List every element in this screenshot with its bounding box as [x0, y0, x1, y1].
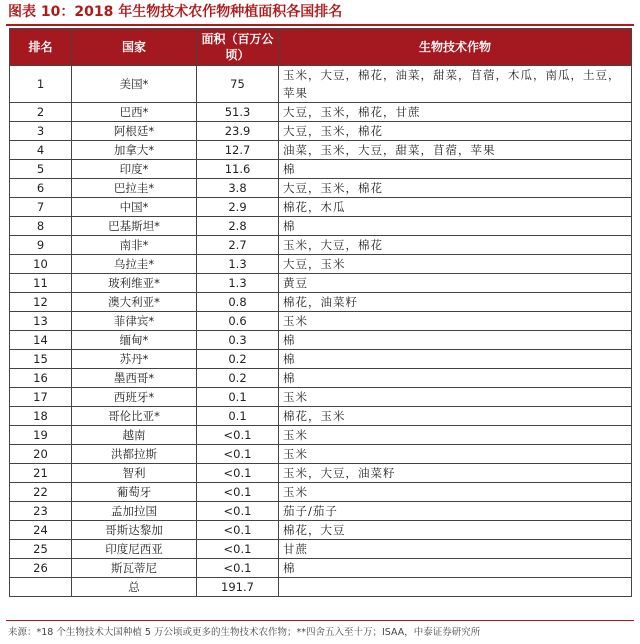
rank-cell: 1 — [10, 66, 72, 103]
area-cell: <0.1 — [197, 521, 279, 540]
table-body — [10, 66, 632, 597]
area-cell: 51.3 — [197, 103, 279, 122]
crops-cell: 玉米，大豆，油菜籽 — [279, 464, 632, 483]
crops-cell: 棉 — [279, 217, 632, 236]
area-cell: 23.9 — [197, 122, 279, 141]
table-row — [10, 217, 632, 236]
country-cell: 印度* — [72, 160, 197, 179]
crops-cell: 玉米，大豆，棉花 — [279, 236, 632, 255]
rank-cell: 13 — [10, 312, 72, 331]
header-crops: 生物技术作物 — [279, 29, 632, 66]
country-cell: 中国* — [72, 198, 197, 217]
crops-cell: 大豆，玉米，棉花 — [279, 179, 632, 198]
rank-cell: 17 — [10, 388, 72, 407]
rank-cell: 15 — [10, 350, 72, 369]
total-area: 191.7 — [197, 578, 279, 597]
area-cell: 1.3 — [197, 274, 279, 293]
area-cell: 0.2 — [197, 350, 279, 369]
table-row — [10, 103, 632, 122]
area-cell: <0.1 — [197, 445, 279, 464]
area-cell: <0.1 — [197, 426, 279, 445]
table-row — [10, 179, 632, 198]
header-rank: 排名 — [10, 29, 72, 66]
table-row — [10, 502, 632, 521]
country-cell: 玻利维亚* — [72, 274, 197, 293]
rank-cell: 6 — [10, 179, 72, 198]
total-label: 总 — [72, 578, 197, 597]
table-row — [10, 66, 632, 103]
area-cell: 0.8 — [197, 293, 279, 312]
crops-cell: 棉 — [279, 559, 632, 578]
rank-cell: 23 — [10, 502, 72, 521]
rank-cell: 18 — [10, 407, 72, 426]
area-cell: <0.1 — [197, 540, 279, 559]
table-row — [10, 331, 632, 350]
country-cell: 孟加拉国 — [72, 502, 197, 521]
area-cell: 0.1 — [197, 407, 279, 426]
ranking-table — [9, 28, 632, 597]
crops-cell: 棉花，大豆 — [279, 521, 632, 540]
crops-cell: 玉米，大豆，棉花，油菜，甜菜，苜蓿，木瓜，南瓜，土豆，苹果 — [279, 66, 632, 103]
country-cell: 西班牙* — [72, 388, 197, 407]
rank-cell: 24 — [10, 521, 72, 540]
table-row — [10, 122, 632, 141]
table-row — [10, 198, 632, 217]
country-cell: 哥伦比亚* — [72, 407, 197, 426]
table-row — [10, 312, 632, 331]
crops-cell: 大豆，玉米 — [279, 255, 632, 274]
crops-cell: 棉 — [279, 160, 632, 179]
table-row — [10, 540, 632, 559]
area-cell: 0.2 — [197, 369, 279, 388]
crops-cell: 棉 — [279, 369, 632, 388]
area-cell: 11.6 — [197, 160, 279, 179]
area-cell: 0.3 — [197, 331, 279, 350]
rank-cell: 21 — [10, 464, 72, 483]
rank-cell: 9 — [10, 236, 72, 255]
rank-cell: 25 — [10, 540, 72, 559]
rank-cell: 19 — [10, 426, 72, 445]
area-cell: 0.1 — [197, 388, 279, 407]
country-cell: 印度尼西亚 — [72, 540, 197, 559]
table-row — [10, 350, 632, 369]
country-cell: 美国* — [72, 66, 197, 103]
crops-cell: 大豆，玉米，棉花 — [279, 122, 632, 141]
area-cell: 2.7 — [197, 236, 279, 255]
country-cell: 缅甸* — [72, 331, 197, 350]
rank-cell: 20 — [10, 445, 72, 464]
country-cell: 加拿大* — [72, 141, 197, 160]
area-cell: 2.9 — [197, 198, 279, 217]
area-cell: <0.1 — [197, 483, 279, 502]
country-cell: 乌拉圭* — [72, 255, 197, 274]
crops-cell: 玉米 — [279, 312, 632, 331]
rank-cell: 11 — [10, 274, 72, 293]
crops-cell: 棉花，油菜籽 — [279, 293, 632, 312]
footer-divider — [6, 620, 634, 621]
country-cell: 斯瓦蒂尼 — [72, 559, 197, 578]
area-cell: 3.8 — [197, 179, 279, 198]
area-cell: 1.3 — [197, 255, 279, 274]
area-cell: <0.1 — [197, 464, 279, 483]
table-row — [10, 464, 632, 483]
country-cell: 哥斯达黎加 — [72, 521, 197, 540]
area-cell: <0.1 — [197, 502, 279, 521]
table-row — [10, 141, 632, 160]
title-divider — [6, 24, 634, 26]
crops-cell: 玉米 — [279, 426, 632, 445]
table-row — [10, 445, 632, 464]
crops-cell: 棉花，玉米 — [279, 407, 632, 426]
crops-cell: 大豆，玉米，棉花，甘蔗 — [279, 103, 632, 122]
rank-cell: 16 — [10, 369, 72, 388]
rank-cell: 22 — [10, 483, 72, 502]
rank-cell: 10 — [10, 255, 72, 274]
crops-cell: 玉米 — [279, 483, 632, 502]
crops-cell: 玉米 — [279, 445, 632, 464]
figure-title: 图表 10：2018 年生物技术农作物种植面积各国排名 — [8, 4, 343, 20]
table-row — [10, 369, 632, 388]
area-cell: <0.1 — [197, 559, 279, 578]
crops-cell: 甘蔗 — [279, 540, 632, 559]
rank-cell: 5 — [10, 160, 72, 179]
country-cell: 巴拉圭* — [72, 179, 197, 198]
area-cell: 0.6 — [197, 312, 279, 331]
area-cell: 2.8 — [197, 217, 279, 236]
table-header-row — [10, 29, 632, 66]
country-cell: 洪都拉斯 — [72, 445, 197, 464]
country-cell: 阿根廷* — [72, 122, 197, 141]
source-note: 来源：*18 个生物技术大国种植 5 万公顷或更多的生物技术农作物；**四舍五入至十万；ISAA，中泰证券研究所 — [8, 627, 481, 638]
table-row — [10, 483, 632, 502]
table-row — [10, 426, 632, 445]
rank-cell: 12 — [10, 293, 72, 312]
country-cell: 葡萄牙 — [72, 483, 197, 502]
header-area: 面积（百万公顷） — [197, 29, 279, 66]
total-rank-cell — [10, 578, 72, 597]
rank-cell: 2 — [10, 103, 72, 122]
rank-cell: 8 — [10, 217, 72, 236]
total-crops-cell — [279, 578, 632, 597]
crops-cell: 棉花，木瓜 — [279, 198, 632, 217]
table-row — [10, 521, 632, 540]
country-cell: 南非* — [72, 236, 197, 255]
crops-cell: 黄豆 — [279, 274, 632, 293]
country-cell: 澳大利亚* — [72, 293, 197, 312]
rank-cell: 4 — [10, 141, 72, 160]
rank-cell: 3 — [10, 122, 72, 141]
country-cell: 智利 — [72, 464, 197, 483]
country-cell: 巴西* — [72, 103, 197, 122]
header-country: 国家 — [72, 29, 197, 66]
rank-cell: 14 — [10, 331, 72, 350]
crops-cell: 棉 — [279, 350, 632, 369]
table-row — [10, 255, 632, 274]
table-total-row — [10, 578, 632, 597]
crops-cell: 棉 — [279, 331, 632, 350]
country-cell: 墨西哥* — [72, 369, 197, 388]
table-row — [10, 274, 632, 293]
table-row — [10, 160, 632, 179]
table-row — [10, 236, 632, 255]
table-row — [10, 559, 632, 578]
crops-cell: 茄子/茄子 — [279, 502, 632, 521]
crops-cell: 玉米 — [279, 388, 632, 407]
table-row — [10, 388, 632, 407]
crops-cell: 油菜，玉米，大豆，甜菜，苜蓿，苹果 — [279, 141, 632, 160]
country-cell: 苏丹* — [72, 350, 197, 369]
country-cell: 菲律宾* — [72, 312, 197, 331]
table-row — [10, 407, 632, 426]
area-cell: 75 — [197, 66, 279, 103]
table-row — [10, 293, 632, 312]
area-cell: 12.7 — [197, 141, 279, 160]
rank-cell: 26 — [10, 559, 72, 578]
country-cell: 巴基斯坦* — [72, 217, 197, 236]
rank-cell: 7 — [10, 198, 72, 217]
country-cell: 越南 — [72, 426, 197, 445]
